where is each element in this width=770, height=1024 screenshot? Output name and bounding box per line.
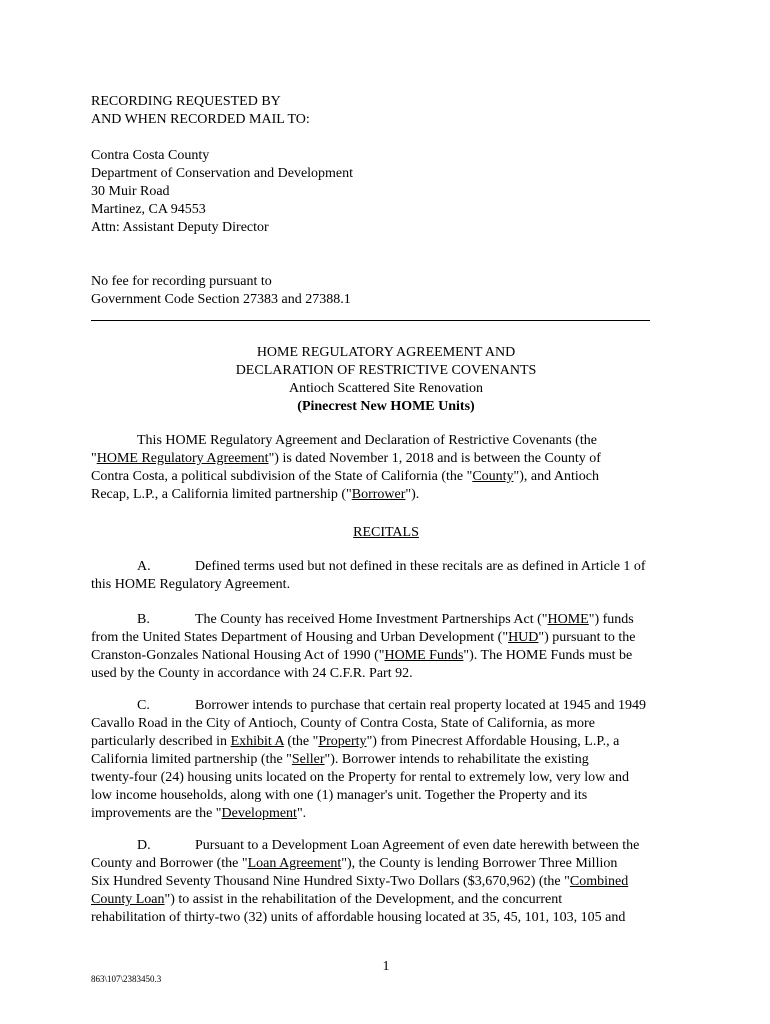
- defined-term: Development: [221, 806, 297, 821]
- text-line: B. The County has received Home Investment Partnerships Act ("HOME") funds: [137, 612, 634, 627]
- text-line: Recap, L.P., a California limited partnership ("Borrower").: [91, 487, 420, 502]
- defined-term: Exhibit A: [230, 734, 284, 749]
- defined-term: Combined: [569, 874, 629, 889]
- subtitle-bold-line: (Pinecrest New HOME Units): [297, 399, 475, 414]
- text-line: County Loan") to assist in the rehabilitation of the Development, and the concurrent: [91, 892, 563, 907]
- address-line: 30 Muir Road: [91, 184, 170, 199]
- title-line: DECLARATION OF RESTRICTIVE COVENANTS: [235, 363, 537, 378]
- mail-to-line: AND WHEN RECORDED MAIL TO:: [91, 112, 310, 127]
- horizontal-divider: [91, 320, 650, 321]
- intro-paragraph: [91, 432, 681, 504]
- defined-term: Loan Agreement: [247, 856, 342, 871]
- address-line: Contra Costa County: [91, 148, 210, 163]
- defined-term: County: [472, 469, 514, 484]
- address-line: Attn: Assistant Deputy Director: [91, 220, 269, 235]
- defined-term: HUD: [508, 630, 539, 645]
- recitals-heading: [91, 524, 681, 542]
- recording-requested-line: RECORDING REQUESTED BY: [91, 94, 281, 109]
- text-line: Cavallo Road in the City of Antioch, County of Contra Costa, State of California, as more: [91, 716, 595, 731]
- document-title: [91, 344, 681, 416]
- recitals-heading-text: RECITALS: [353, 525, 419, 540]
- text-line: twenty-four (24) housing units located on the Property for rental to extremely low, very low and: [91, 770, 629, 785]
- text-line: rehabilitation of thirty-two (32) units of affordable housing located at 35, 45, 101, 103, 105 and: [91, 910, 626, 925]
- text-line: Contra Costa, a political subdivision of the State of California (the "County"), and Antioch: [91, 469, 599, 484]
- defined-term: HOME: [547, 612, 589, 627]
- recital-label: A.: [137, 559, 151, 574]
- address-line: Department of Conservation and Development: [91, 166, 354, 181]
- defined-term: HOME Regulatory Agreement: [96, 451, 269, 466]
- defined-term: Seller: [291, 752, 325, 767]
- recital-a: [91, 558, 681, 594]
- text-line: C. Borrower intends to purchase that certain real property located at 1945 and 1949: [137, 698, 646, 713]
- text-line: particularly described in Exhibit A (the "Property") from Pinecrest Affordable Housing, L.P., a: [91, 734, 620, 749]
- title-line: HOME REGULATORY AGREEMENT AND: [256, 345, 516, 360]
- text-line: improvements are the "Development".: [91, 806, 307, 821]
- text-line: used by the County in accordance with 24 C.F.R. Part 92.: [91, 666, 413, 681]
- text-line: D. Pursuant to a Development Loan Agreement of even date herewith between the: [137, 838, 640, 853]
- document-id: 863\107\2383450.3: [91, 974, 162, 984]
- text-line: low income households, along with one (1) manager's unit. Together the Property and its: [91, 788, 588, 803]
- text-line: This HOME Regulatory Agreement and Declaration of Restrictive Covenants (the: [137, 433, 597, 448]
- recital-label: D.: [137, 838, 151, 853]
- recital-c: [91, 697, 681, 823]
- text-line: Six Hundred Seventy Thousand Nine Hundred Sixty-Two Dollars ($3,670,962) (the "Combined: [91, 874, 629, 889]
- fee-note-line: No fee for recording pursuant to: [91, 274, 272, 289]
- recording-header: [91, 93, 651, 309]
- recital-d: [91, 837, 681, 927]
- defined-term: County Loan: [91, 892, 165, 907]
- fee-note-line: Government Code Section 27383 and 27388.1: [91, 292, 351, 307]
- text-line: Cranston-Gonzales National Housing Act of 1990 ("HOME Funds"). The HOME Funds must be: [91, 648, 633, 663]
- text-line: "HOME Regulatory Agreement") is dated November 1, 2018 and is between the County of: [91, 451, 601, 466]
- text-line: A. Defined terms used but not defined in these recitals are as defined in Article 1 of: [137, 559, 646, 574]
- recital-label: C.: [137, 698, 150, 713]
- subtitle-line: Antioch Scattered Site Renovation: [288, 381, 483, 396]
- defined-term: Property: [318, 734, 367, 749]
- text-line: County and Borrower (the "Loan Agreement"), the County is lending Borrower Three Million: [91, 856, 618, 871]
- recital-b: [91, 611, 681, 683]
- defined-term: Borrower: [351, 487, 406, 502]
- text-line: California limited partnership (the "Seller"). Borrower intends to rehabilitate the existing: [91, 752, 589, 767]
- text-line: from the United States Department of Housing and Urban Development ("HUD") pursuant to the: [91, 630, 636, 645]
- defined-term: HOME Funds: [384, 648, 464, 663]
- text-line: this HOME Regulatory Agreement.: [91, 577, 291, 592]
- page-number: 1: [382, 959, 390, 974]
- recital-label: B.: [137, 612, 150, 627]
- address-line: Martinez, CA 94553: [91, 202, 206, 217]
